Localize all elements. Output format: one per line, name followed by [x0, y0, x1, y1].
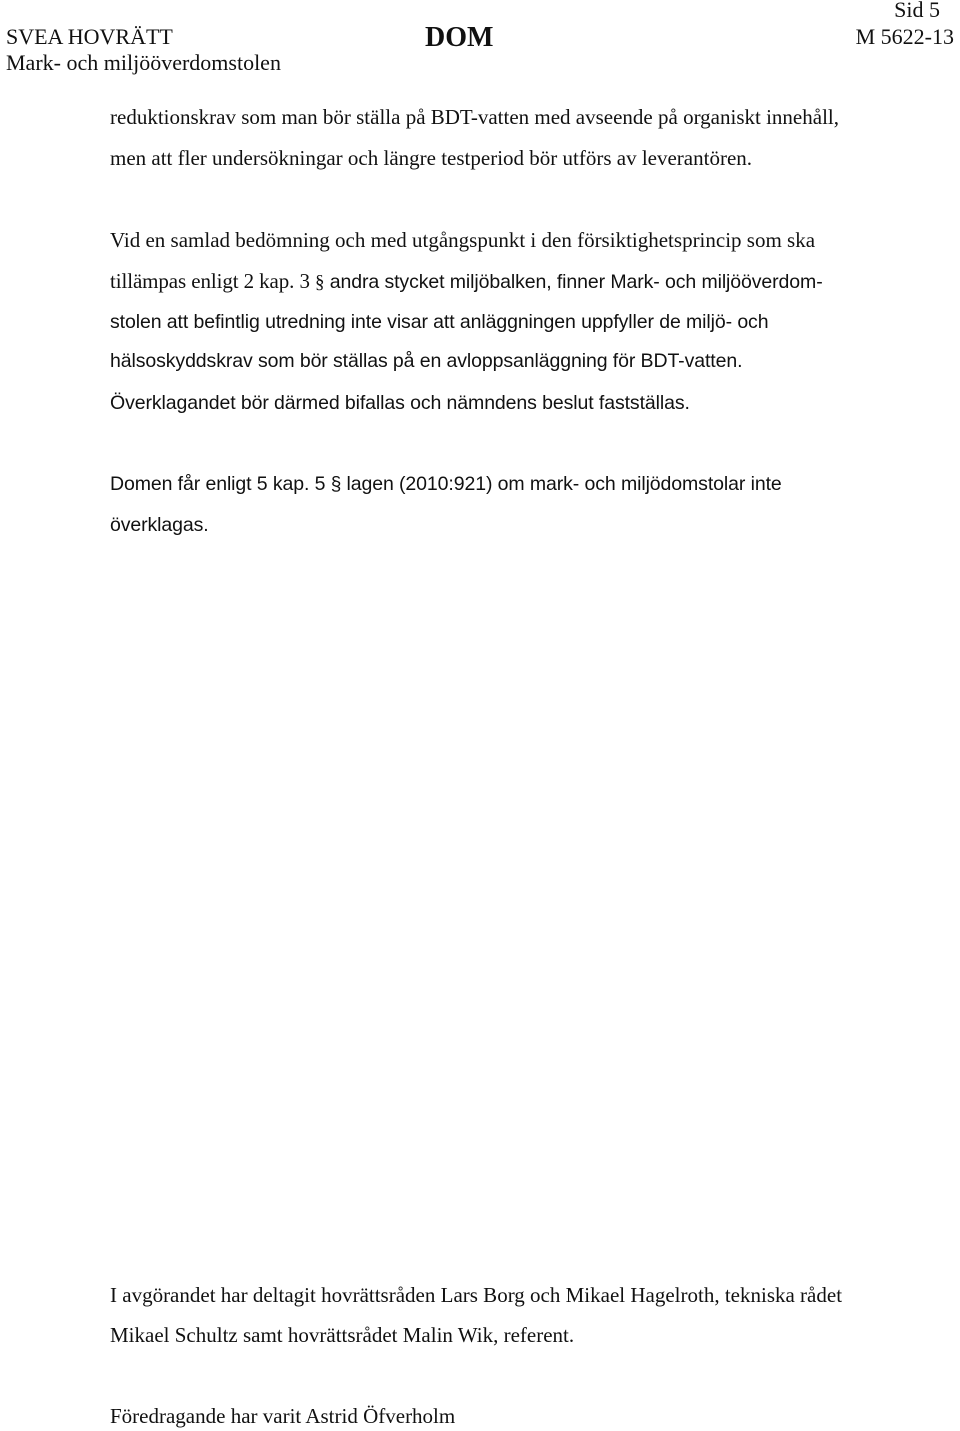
paragraph-2-line-2-start: tillämpas enligt 2 kap. 3 [110, 269, 316, 293]
participants-line-2: Mikael Schultz samt hovrättsrådet Malin Wik, referent. [110, 1323, 575, 1347]
paragraph-3-line-1 [110, 471, 782, 498]
court-division: Mark- och miljööverdomstolen [6, 50, 281, 75]
paragraph-1-line-2: men att fler undersökningar och längre testperiod bör utförs av leverantören. [110, 146, 753, 170]
participants-line-1: I avgörandet har deltagit hovrättsråden Lars Borg och Mikael Hagelroth, tekniska rådet [110, 1283, 843, 1307]
paragraph-2-line-2-end: andra stycket miljöbalken, finner Mark- och miljööverdom- [324, 271, 823, 293]
paragraph-2-line-3: stolen att befintlig utredning inte visar att anläggningen uppfyller de miljö- och [110, 311, 769, 333]
paragraph-1-line-1: reduktionskrav som man bör ställa på BDT-vatten med avseende på organiskt innehåll, [110, 105, 839, 129]
section-sign: § [315, 272, 325, 293]
page-number: Sid 5 [894, 0, 940, 22]
rapporteur-line: Föredragande har varit Astrid Öfverholm [110, 1404, 456, 1428]
court-name: SVEA HOVRÄTT [6, 24, 173, 49]
section-sign-2: § [330, 474, 342, 495]
paragraph-3-line-2: överklagas. [110, 514, 209, 536]
paragraph-3-line-1-end: lagen (2010:921) om mark- och miljödomstolar inte [341, 473, 782, 495]
paragraph-2-line-1: Vid en samlad bedömning och med utgångspunkt i den försiktighetsprincip som ska [110, 228, 816, 252]
case-number: M 5622-13 [855, 24, 954, 49]
paragraph-2-line-2 [110, 268, 823, 296]
paragraph-2-line-4: hälsoskyddskrav som bör ställas på en avloppsanläggning för BDT-vatten. [110, 350, 743, 372]
paragraph-3-line-1-start: Domen får enligt 5 kap. 5 [110, 473, 331, 495]
paragraph-2-line-5: Överklagandet bör därmed bifallas och nämndens beslut fastställas. [110, 392, 690, 414]
document-type: DOM [425, 22, 494, 53]
